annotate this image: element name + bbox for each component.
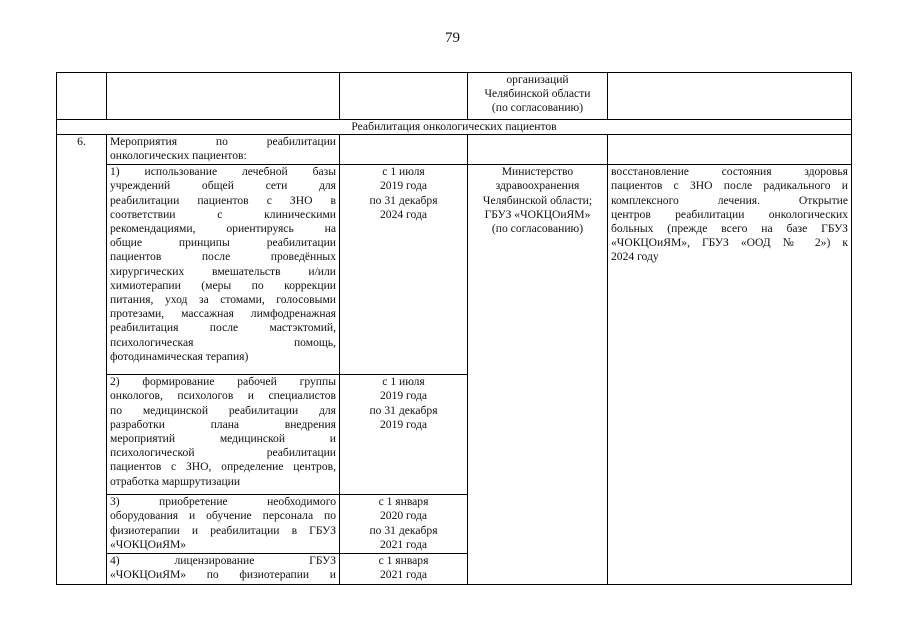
period-line: 2021 года [379, 568, 428, 582]
period-line: с 1 июля [382, 375, 425, 389]
period-item-2 [340, 375, 468, 495]
measure-item-2 [107, 375, 340, 495]
measure-title-cell [107, 135, 340, 165]
measure-line: 3) приобретение необходимого [110, 495, 336, 509]
section-header: Реабилитация онкологических пациентов [57, 120, 852, 135]
result-cell [608, 73, 852, 120]
executor-line: организаций [506, 73, 569, 86]
executor-cell-row6 [468, 165, 608, 585]
measure-line: протезами, массажная лимфодренажная [110, 307, 336, 321]
period-cell [340, 135, 468, 165]
result-cell-row6 [608, 165, 852, 585]
period-line: по 31 декабря [369, 403, 438, 417]
period-line: 2019 года [379, 389, 428, 403]
measures-table [56, 72, 852, 585]
number-cell [57, 73, 107, 120]
executor-line: здравоохранения [495, 179, 580, 193]
period-line: 2020 года [379, 509, 428, 523]
executor-cell [468, 73, 608, 120]
measure-line: соответствии с клиническими [110, 207, 336, 221]
measure-line: фотодинамическая терапия) [110, 349, 249, 363]
table-row [57, 73, 852, 120]
period-line: с 1 июля [382, 165, 425, 179]
measure-line: пациентов с ЗНО, определение центров, [110, 460, 336, 474]
measure-line: оборудования и обучение персонала по [110, 509, 336, 523]
period-line: по 31 декабря [369, 523, 438, 537]
table-row [57, 135, 852, 165]
measure-title-line: онкологических пациентов: [110, 149, 247, 163]
measure-line: «ЧОКЦОиЯМ» [110, 537, 187, 551]
period-line: 2019 года [379, 417, 428, 431]
executor-line: Челябинской области [484, 87, 591, 101]
table-row [57, 165, 852, 375]
period-line: с 1 января [378, 495, 429, 509]
measure-line: онкологов, психологов и специалистов [110, 389, 336, 403]
period-line: 2019 года [379, 179, 428, 193]
measure-line: психологическая помощь, [110, 335, 336, 349]
result-line: пациентов с ЗНО после радикального и [611, 179, 848, 193]
measure-line: 1) использование лечебной базы [110, 165, 336, 179]
result-line: комплексного лечения. Открытие [611, 193, 848, 207]
period-line: с 1 января [378, 554, 429, 568]
measure-line: разработки плана внедрения [110, 417, 336, 431]
period-line: по 31 декабря [369, 193, 438, 207]
period-item-1 [340, 165, 468, 375]
result-cell [608, 135, 852, 165]
executor-cell [468, 135, 608, 165]
measure-line: «ЧОКЦОиЯМ» по физиотерапии и [110, 568, 336, 582]
page-number: 79 [445, 30, 460, 46]
result-line: больных (прежде всего на базе ГБУЗ [611, 222, 848, 236]
measure-line: отработка маршрутизации [110, 474, 241, 488]
measure-item-4 [107, 554, 340, 585]
period-line: 2024 года [379, 207, 428, 221]
measure-line: 4) лицензирование ГБУЗ [110, 554, 336, 568]
period-cell [340, 73, 468, 120]
row-number: 6. [57, 135, 107, 585]
executor-line: (по согласованию) [491, 222, 584, 236]
measure-line: пациентов после проведённых [110, 250, 336, 264]
period-line: 2021 года [379, 537, 428, 551]
result-line: 2024 году [611, 250, 659, 264]
measure-line: учреждений общей сети для [110, 179, 336, 193]
measure-line: 2) формирование рабочей группы [110, 375, 336, 389]
period-item-3 [340, 495, 468, 554]
measure-line: физиотерапии и реабилитации в ГБУЗ [110, 523, 336, 537]
measure-title-line: Мероприятия по реабилитации [110, 135, 336, 149]
measure-line: реабилитации пациентов с ЗНО в [110, 193, 336, 207]
executor-line: Челябинской области; [482, 193, 593, 207]
measure-line: психологической реабилитации [110, 446, 336, 460]
measure-line: хирургических вмешательств и/или [110, 264, 336, 278]
measure-item-3 [107, 495, 340, 554]
measure-line: реабилитация после мастэктомий, [110, 321, 336, 335]
measure-cell [107, 73, 340, 120]
measure-line: общие принципы реабилитации [110, 236, 336, 250]
measure-line: питания, уход за стомами, голосовыми [110, 293, 336, 307]
section-header-row [57, 120, 852, 135]
measure-line: по медицинской реабилитации для [110, 403, 336, 417]
measure-item-1 [107, 165, 340, 375]
executor-line: ГБУЗ «ЧОКЦОиЯМ» [484, 207, 591, 221]
executor-line: (по согласованию) [491, 101, 584, 115]
measure-line: мероприятий медицинской и [110, 432, 336, 446]
result-line: «ЧОКЦОиЯМ», ГБУЗ «ООД № 2») к [611, 236, 848, 250]
executor-line: Министерство [501, 165, 574, 179]
measure-line: рекомендациями, ориентируясь на [110, 222, 336, 236]
period-item-4 [340, 554, 468, 585]
measure-line: химиотерапии (меры по коррекции [110, 278, 336, 292]
result-line: центров реабилитации онкологических [611, 207, 848, 221]
result-line: восстановление состояния здоровья [611, 165, 848, 179]
